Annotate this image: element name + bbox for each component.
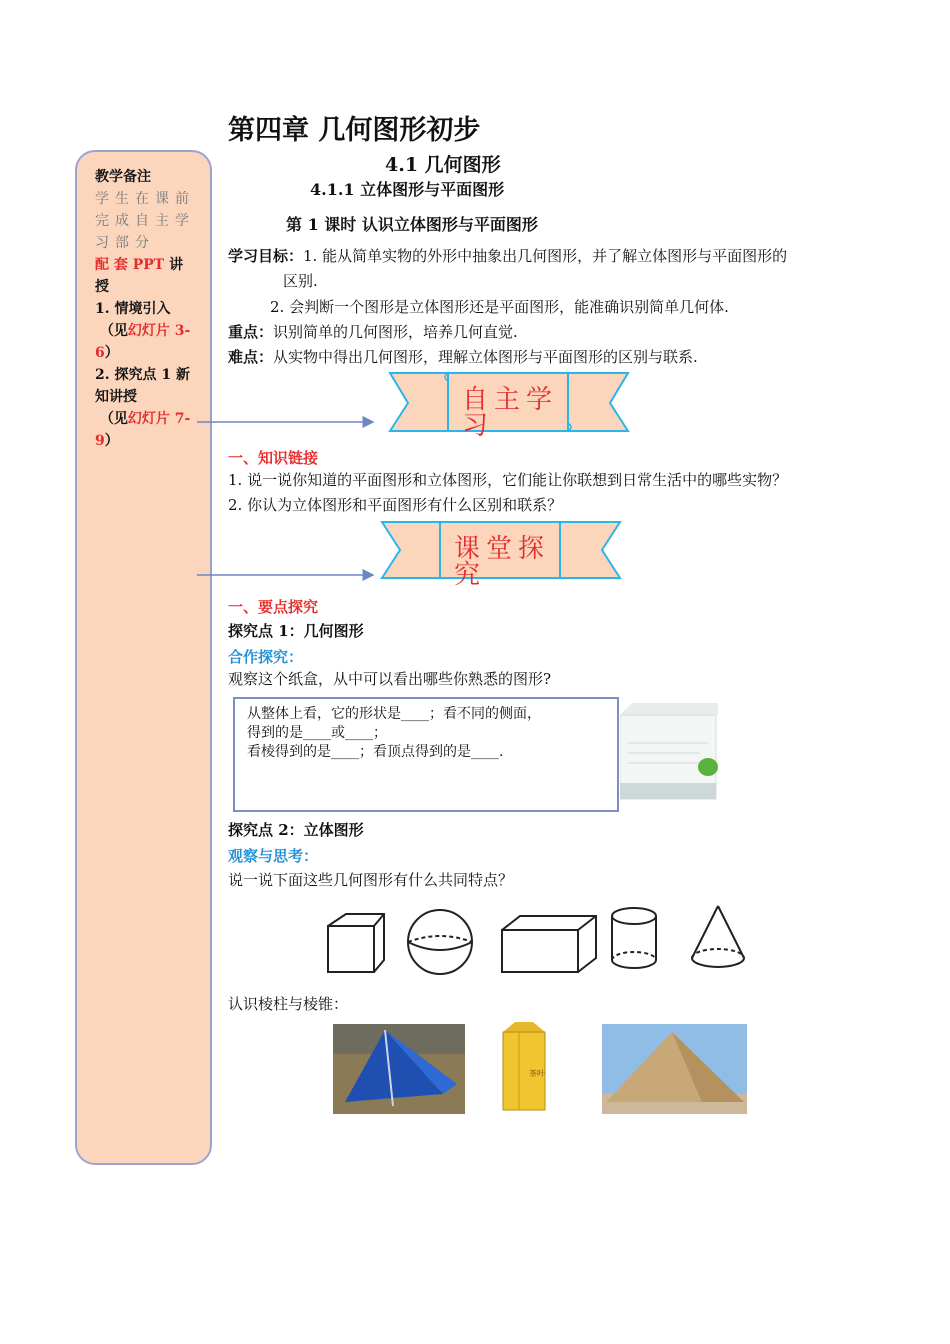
- cone-icon: [692, 906, 744, 967]
- difficulty-text: 从实物中得出几何图形，理解立体图形与平面图形的区别与联系.: [273, 348, 698, 366]
- cube-icon: [328, 914, 384, 972]
- knowledge-q1: 1. 说一说你知道的平面图形和立体图形，它们能让你联想到日常生活中的哪些实物？: [228, 471, 788, 489]
- box-line-3: 看棱得到的是____；看顶点得到的是____.: [247, 744, 504, 760]
- banner-class-explore-text: 课堂探究: [454, 534, 551, 590]
- box-line-2: 得到的是____或____；: [247, 725, 387, 741]
- coop-explore: 合作探究：: [228, 648, 304, 666]
- sidebar-item-1-close: ）: [104, 345, 119, 361]
- prism-intro: 认识棱柱与棱锥：: [228, 995, 349, 1013]
- svg-text:茶叶: 茶叶: [529, 1069, 545, 1078]
- chapter-title: 第四章 几何图形初步: [228, 115, 481, 146]
- section-title: 4.1 几何图形: [385, 154, 501, 176]
- objectives-label: 学习目标：: [228, 247, 304, 265]
- observe-text: 观察这个纸盒，从中可以看出哪些你熟悉的图形?: [228, 670, 552, 688]
- lesson-title: 第 1 课时 认识立体图形与平面图形: [286, 215, 538, 234]
- cuboid-icon: [502, 916, 596, 972]
- difficulty-label: 难点：: [228, 348, 274, 366]
- knowledge-heading: 一、知识链接: [228, 449, 319, 467]
- explore-heading: 一、要点探究: [228, 598, 319, 616]
- explore-point-1: 探究点 1：几何图形: [228, 622, 364, 640]
- sidebar-item-1: 1. 情境引入: [95, 301, 171, 317]
- sidebar-title: 教学备注: [95, 169, 151, 185]
- observe-think: 观察与思考：: [228, 847, 319, 865]
- objective-2: 2. 会判断一个图形是立体图形还是平面图形，能准确识别简单几何体.: [270, 298, 729, 316]
- say-text: 说一说下面这些几何图形有什么共同特点？: [228, 871, 514, 889]
- objective-1: 1. 能从简单实物的外形中抽象出几何图形，并了解立体图形与平面图形的: [303, 247, 788, 265]
- knowledge-q2: 2. 你认为立体图形和平面图形有什么区别和联系？: [228, 496, 563, 514]
- fill-blank-box: [233, 697, 619, 812]
- sidebar-ppt-text: 讲授: [95, 257, 184, 295]
- explore-point-2: 探究点 2：立体图形: [228, 821, 364, 839]
- sidebar-item-2-open: （见: [99, 411, 128, 427]
- paper-box-image: [620, 703, 720, 801]
- tent-photo: [333, 1024, 465, 1114]
- cylinder-icon: [612, 908, 656, 968]
- teaching-notes-sidebar: [75, 150, 212, 1165]
- geometric-solids: [320, 900, 760, 980]
- box-line-1: 从整体上看，它的形状是____；看不同的侧面，: [247, 706, 541, 722]
- sidebar-note: 学生在课前完成自主学习部分: [95, 191, 195, 251]
- subsection-title: 4.1.1 立体图形与平面图形: [310, 180, 505, 199]
- tea-canister-photo: [497, 1020, 551, 1115]
- sidebar-item-2-close: ）: [104, 433, 119, 449]
- sphere-icon: [408, 910, 472, 974]
- banner-self-study-text: 自主学习: [462, 385, 559, 441]
- sidebar-item-1-slides: 幻灯片 3-6: [95, 323, 191, 361]
- objective-1-cont: 区别.: [283, 272, 318, 290]
- sidebar-item-1-open: （见: [99, 323, 128, 339]
- sidebar-item-2: 2. 探究点 1 新知讲授: [95, 367, 190, 405]
- sidebar-ppt-label: 配 套 PPT: [95, 257, 165, 273]
- sidebar-item-2-slides: 幻灯片 7-9: [95, 411, 191, 449]
- key-text: 识别简单的几何图形，培养几何直觉.: [273, 323, 518, 341]
- key-label: 重点：: [228, 323, 274, 341]
- pyramid-photo: [602, 1024, 747, 1114]
